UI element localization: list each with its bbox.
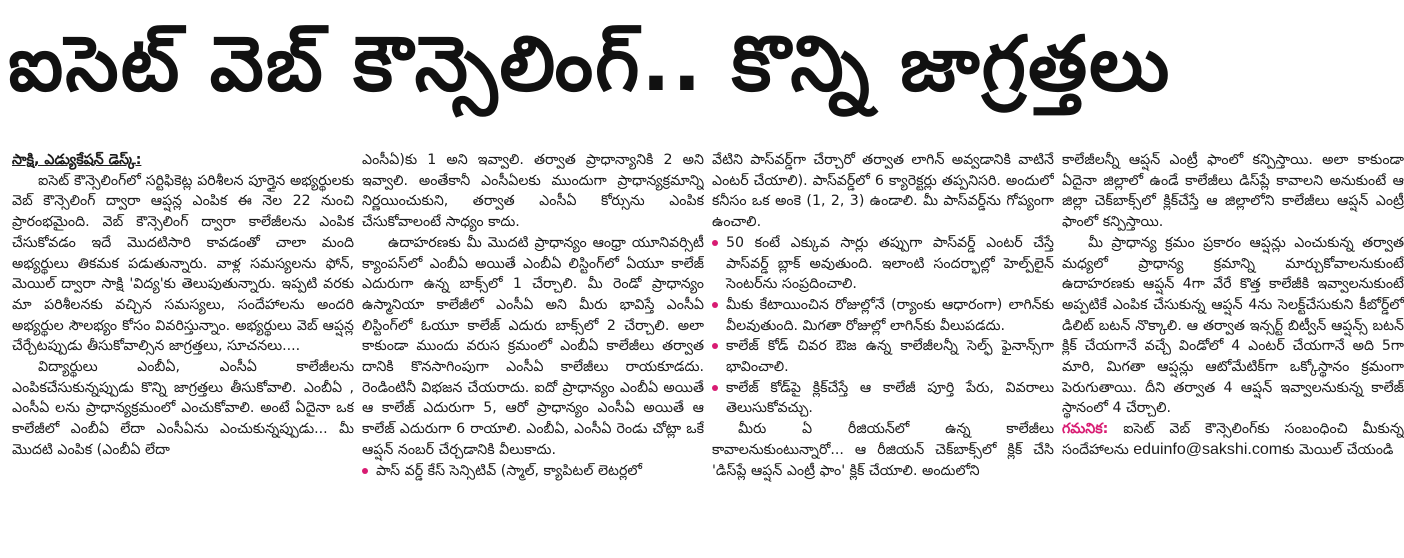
bullet-text: కాలేజ్ కోడ్ చివర ఔజ ఉన్న కాలేజీలన్నీ సెల్ఫ్ ఫైనాన్స్‌గా భావించాలి. — [726, 338, 1054, 376]
bullet-item — [712, 378, 1054, 419]
bullet-dot-icon — [362, 468, 368, 474]
article-column-3 — [712, 150, 1054, 554]
byline: సాక్షి, ఎడ్యుకేషన్ డెస్క్: — [12, 152, 142, 168]
paragraph: విద్యార్థులు ఎంబీఏ, ఎంసీఏ కాలేజీలను ఎంపికచేసుకున్నప్పుడు కొన్ని జాగ్రత్తలు తీసుకోవాలి. ఎంబీఏ , ఎంసీఏ లను ప్రాధాన్యక్రమంలో ఎంచుకోవాలి. అంటే ఏదైనా ఒక కాలేజీలో ఎంబీఏ లేదా ఎంసీఏను ఎంచుకున్నప్పుడు... మీ మొదటి ఎంపిక (ఎంబీఏ లేదా — [12, 359, 354, 458]
bullet-dot-icon — [712, 240, 718, 246]
headline: ఐసెట్ వెబ్ కౌన్సెలింగ్.. కొన్ని జాగ్రత్తలు — [8, 19, 1172, 108]
paragraph: కాలేజీలన్నీ ఆప్షన్ ఎంట్రీ ఫాంలో కన్పిస్తాయి. అలా కాకుండా ఏదైనా జిల్లాలో ఉండే కాలేజీలు డిస్‌ప్లే కావాలని అనుకుంటే ఆ జిల్లా చెక్‌బాక్స్‌లో క్లిక్‌చేస్తే ఆ జిల్లాలోని కాలేజీలు ఆప్షన్ ఎంట్రీ ఫాంలో కన్పిస్తాయి. — [1062, 152, 1404, 231]
paragraph: ఎంసీఏ)కు 1 అని ఇవ్వాలి. తర్వాత ప్రాధాన్యానికి 2 అని ఇవ్వాలి. అంతేకానీ ఎంసీఏలకు ముందుగా ప్రాధాన్యక్రమాన్ని నిర్ణయించుకుని, తర్వాత ఎంసీఏ కోర్సును ఎంపిక చేసుకోవాలంటే సాధ్యం కాదు. — [362, 152, 704, 231]
bullet-item — [362, 461, 704, 482]
paragraph: మీరు ఏ రీజియన్‌లో ఉన్న కాలేజీలు కావాలనుకుంటున్నారో... ఆ రీజియన్ చెక్‌బాక్స్‌లో క్లిక్ చేసి 'డిస్‌ప్లే ఆప్షన్ ఎంట్రీ ఫాం' క్లిక్ చేయాలి. అందులోని — [712, 421, 1054, 479]
note-end: కు మెయిల్ చేయండి — [1282, 441, 1394, 458]
bullet-text: పాస్ వర్డ్ కేస్ సెన్సిటివ్ (స్మాల్, క్యాపిటల్ లెటర్లలో — [376, 462, 642, 479]
article-column-1 — [12, 150, 354, 554]
paragraph: ఐసెట్ కౌన్సెలింగ్‌లో సర్టిఫికెట్ల పరిశీలన పూర్తైన అభ్యర్థులకు వెబ్ కౌన్సెలింగ్ ద్వారా ఆప్షన్ల ఎంపిక ఈ నెల 22 నుంచి ప్రారంభమైంది. వెబ్ కౌన్సెలింగ్ ద్వారా కాలేజీలను ఎంపిక చేసుకోవడం ఇదే మొదటిసారి కావడంతో చాలా మంది అభ్యర్థులు తికమక పడుతున్నారు. వాళ్ల సమస్యలను ఫోన్, మెయిల్ ద్వారా సాక్షి 'విద్య'కు తెలుపుతున్నారు. ఇప్పటి వరకు మా పరిశీలనకు వచ్చిన సమస్యలు, సందేహాలను అందరి అభ్యర్థుల సౌలభ్యం కోసం వివరిస్తున్నాం. అభ్యర్థులు వెబ్ ఆప్షన్ల చేర్చేటప్పుడు తీసుకోవాల్సిన జాగ్రత్తలు, సూచనలు.... — [12, 172, 354, 355]
bullet-dot-icon — [712, 302, 718, 308]
bullet-dot-icon — [712, 385, 718, 391]
bullet-dot-icon — [712, 343, 718, 349]
bullet-text: కాలేజ్ కోడ్‌పై క్లిక్‌చేస్తే ఆ కాలేజీ పూర్తి పేరు, వివరాలు తెలుసుకోవచ్చు. — [726, 379, 1054, 417]
bullet-text: 50 కంటే ఎక్కువ సార్లు తప్పుగా పాస్‌వర్డ్ ఎంటర్ చేస్తే పాస్‌వర్డ్ బ్లాక్ అవుతుంది. ఇలాంటి సందర్భాల్లో హెల్ప్‌లైన్ సెంటర్‌ను సంప్రదించాలి. — [726, 234, 1054, 293]
note-text: ఐసెట్ వెబ్ కౌన్సెలింగ్‌కు సంబంధించి మీకున్న సందేహాలను — [1062, 421, 1404, 458]
bullet-text: మీకు కేటాయించిన రోజుల్లోనే (ర్యాంకు ఆధారంగా) లాగిన్‌కు వీలవుతుంది. మిగతా రోజుల్లో లాగిన్‌కు వీలుపడదు. — [726, 296, 1054, 334]
paragraph: ఉదాహరణకు మీ మొదటి ప్రాధాన్యం ఆంధ్రా యూనివర్సిటీ క్యాంపస్‌లో ఎంబీఏ అయితే ఎంబీఏ లిస్టింగ్‌లో ఏయూ కాలేజ్ ఎదురుగా ఉన్న బాక్స్‌లో 1 చేర్చాలి. మీ రెండో ప్రాధాన్యం ఉస్మానియా కాలేజీలో ఎంసీఏ అని మీరు భావిస్తే ఎంసీఏ లిస్టింగ్‌లో ఓయూ కాలేజ్ ఎదురు బాక్స్‌లో 2 చేర్చాలి. అలా కాకుండా ముందు వరుస క్రమంలో ఎంబీఏ కాలేజీలు తర్వాత దానికి కొనసాగింపుగా ఎంసీఏ కాలేజీలు రాయకూడదు. రెండింటినీ విభజన చేయరాదు. ఐదో ప్రాధాన్యం ఎంబీఏ అయితే ఆ కాలేజ్ ఎదురుగా 5, ఆరో ప్రాధాన్యం ఎంసీఏ అయితే ఆ కాలేజ్ ఎదురుగా 6 రాయాలి. ఎంబీఏ, ఎంసీఏ రెండు చోట్లా ఒకే ఆప్షన్ నంబర్ చేర్చడానికి వీలుకాదు. — [362, 234, 704, 458]
article-column-4 — [1062, 150, 1404, 554]
paragraph: వేటిని పాస్‌వర్డ్‌గా చేర్చారో తర్వాత లాగిన్ అవ్వడానికి వాటినే ఎంటర్ చేయాలి). పాస్‌వర్డ్‌లో 6 క్యారెక్టర్లు తప్పనిసరి. అందులో కనీసం ఒక అంకె (1, 2, 3) ఉండాలి. మీ పాస్‌వర్డ్‌ను గోప్యంగా ఉంచాలి. — [712, 152, 1054, 231]
email-address: eduinfo@sakshi.com — [1133, 440, 1283, 458]
bullet-item — [712, 295, 1054, 336]
bullet-item — [712, 233, 1054, 295]
paragraph: మీ ప్రాధాన్య క్రమం ప్రకారం ఆప్షన్లు ఎంచుకున్న తర్వాత మధ్యలో ప్రాధాన్య క్రమాన్ని మార్చుకోవాలనుకుంటే ఉదాహరణకు ఆప్షన్ 4గా వేరే కొత్త కాలేజీకి ఇవ్వాలనుకుంటే అప్పటికే ఎంపిక చేసుకున్న ఆప్షన్ 4ను సెలక్ట్‌చేసుకుని కీబోర్డ్‌లో డిలిట్ బటన్ నొక్కాలి. ఆ తర్వాత ఇన్సర్ట్ బిట్వీన్ ఆప్షన్స్ బటన్ క్లిక్ చేయగానే వచ్చే విండోలో 4 ఎంటర్ చేయగానే అది 5గా మారి, మిగతా ఆప్షన్లు ఆటోమేటిక్‌గా ఒక్కోస్థానం క్రమంగా పెరుగుతాయి. దీని తర్వాత 4 ఆప్షన్ ఇవ్వాలనుకున్న కాలేజ్ స్థానంలో 4 చేర్చాలి. — [1062, 234, 1404, 417]
bullet-item — [712, 336, 1054, 377]
note-label: గమనిక: — [1062, 421, 1109, 438]
note — [1062, 419, 1404, 460]
article-column-2 — [362, 150, 704, 554]
